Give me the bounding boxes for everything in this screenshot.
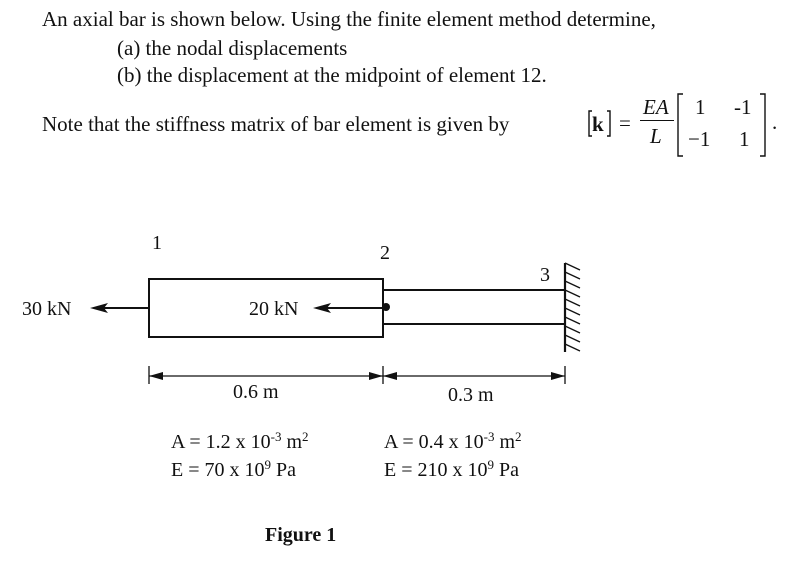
problem-part-b: (b) the displacement at the midpoint of element 12. — [117, 63, 547, 87]
force-left-label: 30 kN — [22, 298, 72, 320]
matrix-k-symbol: k — [592, 112, 604, 136]
node-2-dot — [382, 303, 390, 311]
matrix-entry-12: -1 — [734, 95, 752, 119]
length-element-2: 0.3 m — [448, 384, 494, 406]
force-left-arrow — [90, 303, 149, 313]
element-2-area: A = 0.4 x $10^{-3}$ $m^2$ — [384, 429, 522, 453]
wall-hatching — [565, 263, 580, 351]
node-2-label: 2 — [380, 242, 390, 264]
k-brackets — [589, 111, 610, 136]
element-1-area: A = 1.2 x $10^{-3}$ $m^2$ — [171, 429, 309, 453]
node-3-label: 3 — [540, 264, 550, 286]
matrix-entry-11: 1 — [695, 95, 706, 119]
dimension-lines — [149, 366, 565, 384]
equation-period: . — [772, 110, 778, 134]
node-1-label: 1 — [152, 232, 162, 254]
element-2-bar — [383, 290, 565, 324]
matrix-entry-22: 1 — [739, 127, 750, 151]
stiffness-note: Note that the stiffness matrix of bar element is given by — [42, 112, 510, 136]
matrix-brackets — [678, 94, 765, 156]
equals-sign: = — [619, 111, 631, 135]
element-2-modulus: E = 210 x $10^9$ Pa — [384, 457, 519, 481]
force-mid-arrow — [313, 303, 383, 313]
element-1-modulus: E = 70 x $10^9$ Pa — [171, 457, 296, 481]
problem-intro: An axial bar is shown below. Using the finite element method determine, — [42, 7, 656, 31]
figure-caption: Figure 1 — [265, 524, 337, 546]
fraction-denominator: L — [650, 124, 662, 148]
force-mid-label: 20 kN — [249, 298, 299, 320]
length-element-1: 0.6 m — [233, 381, 279, 403]
matrix-entry-21: −1 — [688, 127, 711, 151]
problem-part-a: (a) the nodal displacements — [117, 36, 348, 60]
fraction-numerator: EA — [643, 95, 669, 119]
